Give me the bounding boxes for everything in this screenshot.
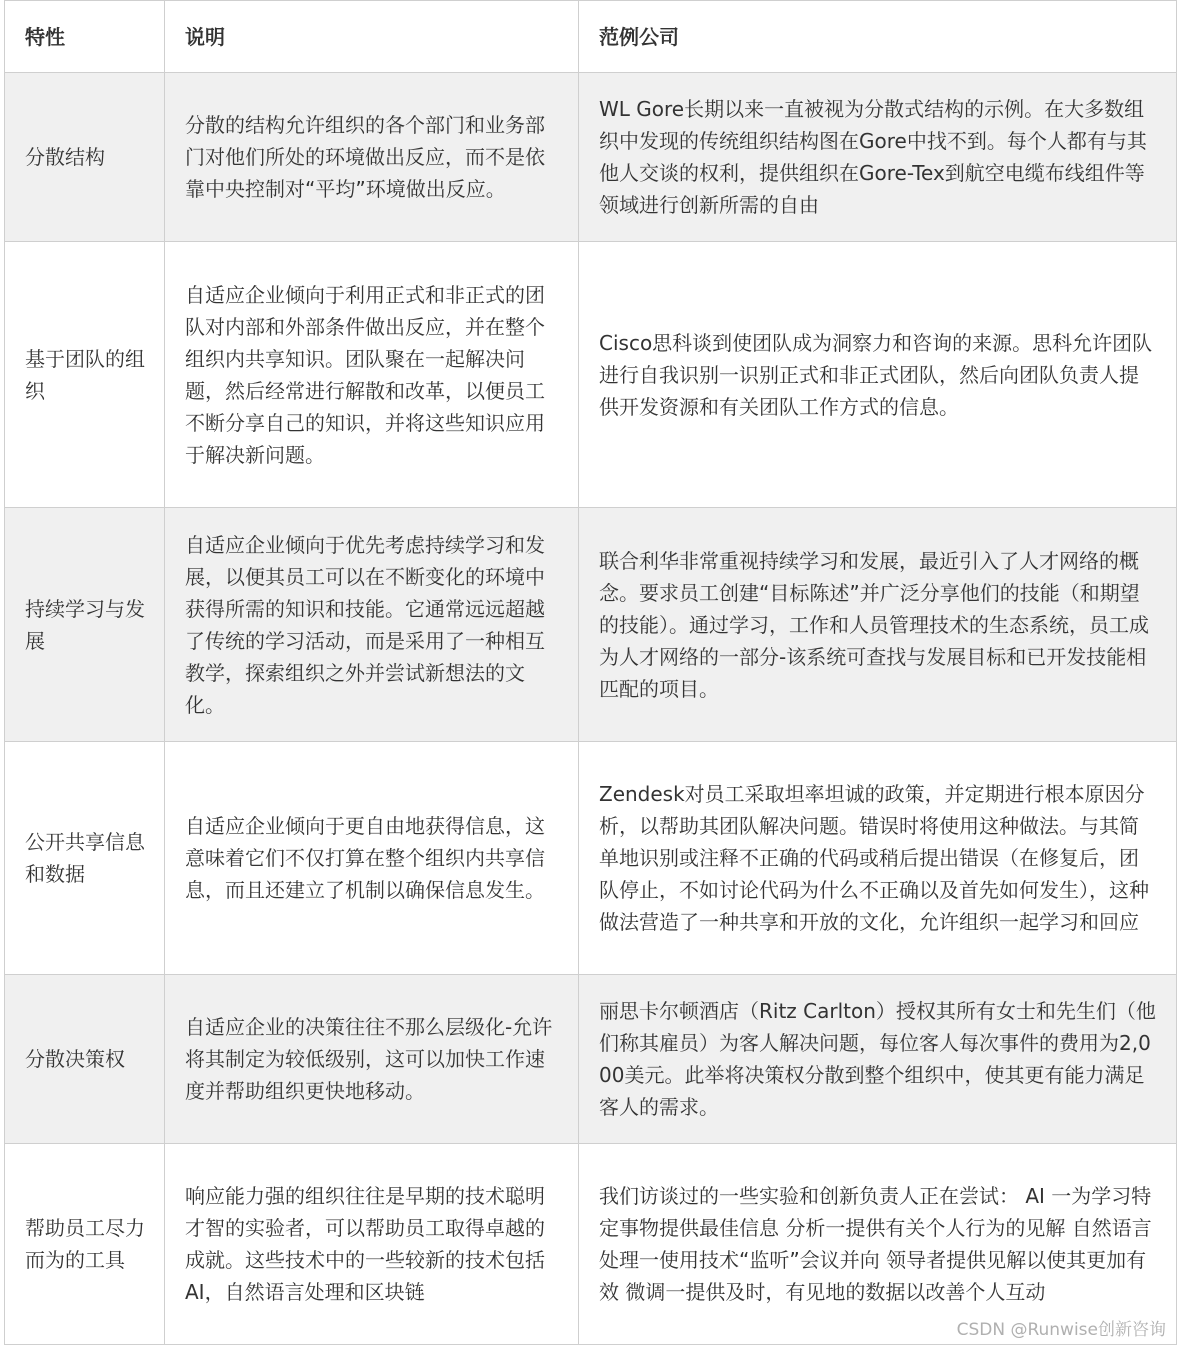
header-feature: 特性 (5, 1, 165, 73)
header-example-company: 范例公司 (579, 1, 1177, 73)
feature-cell: 分散决策权 (5, 975, 165, 1144)
table-row (5, 975, 1177, 1144)
example-cell: Zendesk对员工采取坦率坦诚的政策，并定期进行根本原因分析，以帮助其团队解决问题。错误时将使用这种做法。与其简单地识别或注释不正确的代码或稍后提出错误（在修复后，团队停止，不如讨论代码为什么不正确以及首先如何发生），这种做法营造了一种共享和开放的文化，允许组织一起学习和回应 (579, 742, 1177, 975)
description-cell: 分散的结构允许组织的各个部门和业务部门对他们所处的环境做出反应，而不是依靠中央控制对“平均”环境做出反应。 (165, 73, 579, 242)
description-cell: 自适应企业倾向于利用正式和非正式的团队对内部和外部条件做出反应，并在整个组织内共享知识。团队聚在一起解决问题，然后经常进行解散和改革，以便员工不断分享自己的知识，并将这些知识应用于解决新问题。 (165, 242, 579, 508)
feature-cell: 基于团队的组织 (5, 242, 165, 508)
example-cell: 我们访谈过的一些实验和创新负责人正在尝试： AI 一为学习特定事物提供最佳信息 分析一提供有关个人行为的见解 自然语言处理一使用技术“监听”会议并向 领导者提供见解以使其更加有效 微调一提供及时，有见地的数据以改善个人互动 (579, 1144, 1177, 1345)
description-cell: 自适应企业倾向于优先考虑持续学习和发展，以便其员工可以在不断变化的环境中获得所需的知识和技能。它通常远远超越了传统的学习活动，而是采用了一种相互教学，探索组织之外并尝试新想法的文化。 (165, 508, 579, 742)
feature-cell: 持续学习与发展 (5, 508, 165, 742)
watermark: CSDN @Runwise创新咨询 (956, 1320, 1166, 1340)
header-description: 说明 (165, 1, 579, 73)
example-cell: Cisco思科谈到使团队成为洞察力和咨询的来源。思科允许团队进行自我识别一识别正式和非正式团队，然后向团队负责人提供开发资源和有关团队工作方式的信息。 (579, 242, 1177, 508)
table-row (5, 508, 1177, 742)
description-cell: 自适应企业的决策往往不那么层级化-允许将其制定为较低级别，这可以加快工作速度并帮助组织更快地移动。 (165, 975, 579, 1144)
table-row (5, 73, 1177, 242)
feature-cell: 分散结构 (5, 73, 165, 242)
characteristics-table (4, 0, 1177, 1345)
example-cell: 联合利华非常重视持续学习和发展，最近引入了人才网络的概念。要求员工创建“目标陈述”并广泛分享他们的技能（和期望的技能）。通过学习，工作和人员管理技术的生态系统，员工成为人才网络的一部分-该系统可查找与发展目标和已开发技能相匹配的项目。 (579, 508, 1177, 742)
example-cell: WL Gore长期以来一直被视为分散式结构的示例。在大多数组织中发现的传统组织结构图在Gore中找不到。每个人都有与其他人交谈的权利，提供组织在Gore-Tex到航空电缆布线组件等领域进行创新所需的自由 (579, 73, 1177, 242)
table-row (5, 742, 1177, 975)
example-cell: 丽思卡尔顿酒店（Ritz Carlton）授权其所有女士和先生们（他们称其雇员）为客人解决问题，每位客人每次事件的费用为2,000美元。此举将决策权分散到整个组织中，使其更有能力满足客人的需求。 (579, 975, 1177, 1144)
feature-cell: 帮助员工尽力而为的工具 (5, 1144, 165, 1345)
description-cell: 自适应企业倾向于更自由地获得信息，这意味着它们不仅打算在整个组织内共享信息，而且还建立了机制以确保信息发生。 (165, 742, 579, 975)
table-header-row (5, 1, 1177, 73)
table-row (5, 242, 1177, 508)
description-cell: 响应能力强的组织往往是早期的技术聪明才智的实验者，可以帮助员工取得卓越的成就。这些技术中的一些较新的技术包括AI，自然语言处理和区块链 (165, 1144, 579, 1345)
feature-cell: 公开共享信息和数据 (5, 742, 165, 975)
